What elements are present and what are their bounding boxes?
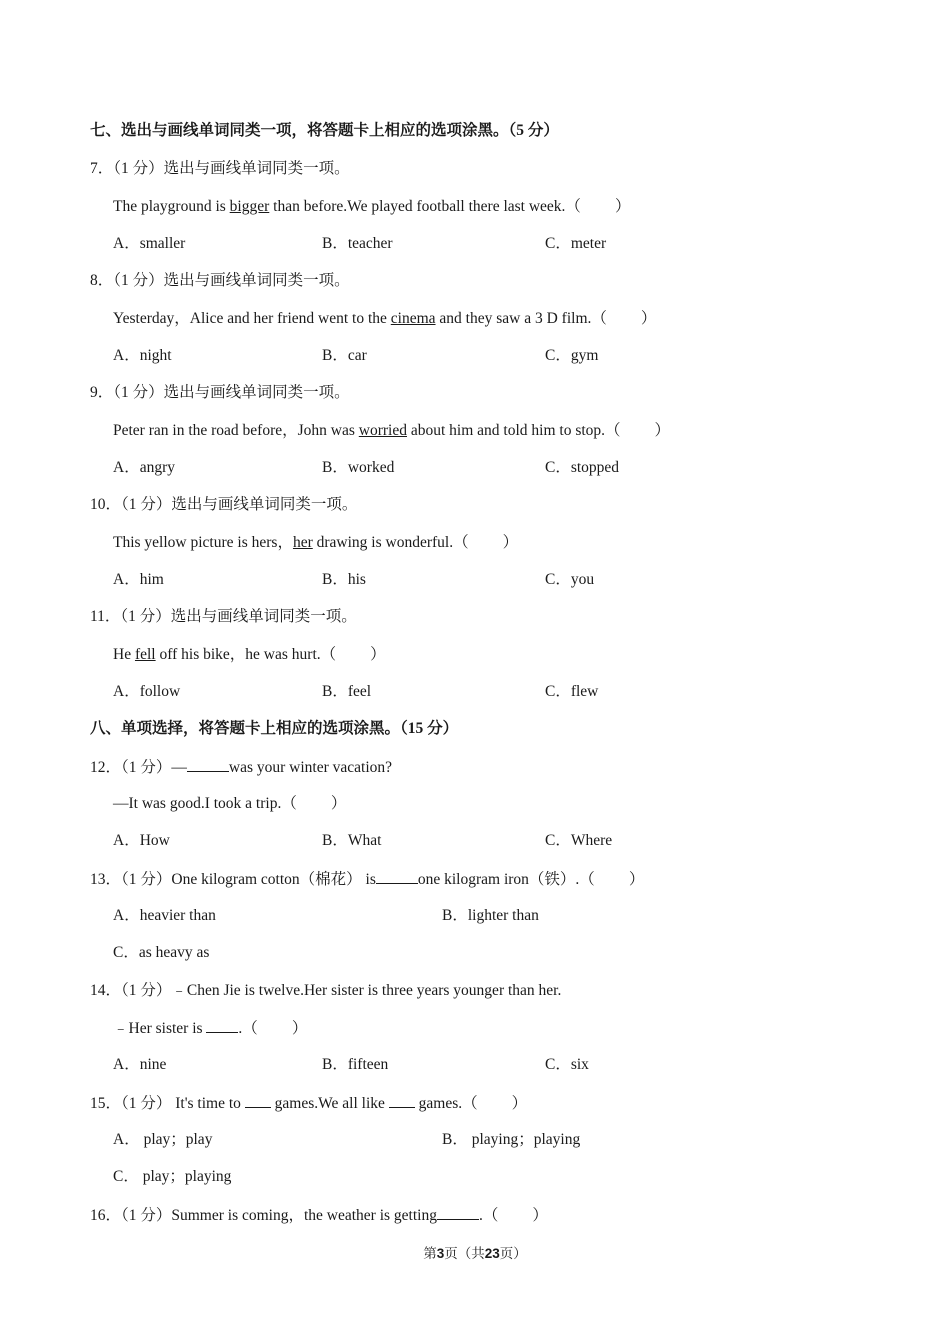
fill-blank [389, 1093, 415, 1108]
question-7-header: 7．（1 分）选出与画线单词同类一项。 [90, 160, 350, 177]
question-14-header: 14．（1 分）﹣Chen Jie is twelve.Her sister is three years younger than her. [90, 982, 562, 999]
section-8-title: 八、单项选择，将答题卡上相应的选项涂黑。（15 分） [90, 720, 459, 737]
option-b: B．lighter than [442, 907, 539, 924]
underlined-word: fell [134, 646, 156, 663]
option-c: C．you [545, 571, 595, 588]
option-b: B．feel [322, 683, 372, 700]
footer-text: 页） [499, 1246, 527, 1261]
question-12-answer-line [113, 794, 346, 814]
stem-text: Peter ran in the road before，John was [113, 422, 359, 439]
option-c: C． play；playing [113, 1168, 232, 1185]
question-7-stem [113, 197, 630, 217]
question-text: 15．（1 分） It's time to [90, 1095, 245, 1112]
stem-text: than before.We played football there last week.（ [269, 198, 581, 215]
option-b: B．his [322, 571, 366, 588]
paren-close: ） [291, 1020, 308, 1037]
footer-text: 页（共 [444, 1246, 485, 1261]
stem-text: off his bike，he was hurt.（ [155, 646, 337, 663]
question-text: .（ [478, 1207, 499, 1224]
question-14-answer-line [113, 1018, 307, 1039]
question-text: one kilogram iron（铁）.（ [417, 871, 595, 888]
option-b: B．fifteen [322, 1056, 389, 1073]
question-12-header [90, 757, 392, 778]
question-text: 12．（1 分）— [90, 759, 187, 776]
footer-text: 第 [423, 1246, 437, 1261]
option-c: C．Where [545, 832, 613, 849]
option-a: A．nine [113, 1056, 167, 1073]
option-c: C．six [545, 1056, 589, 1073]
fill-blank [206, 1018, 238, 1033]
question-text: games.We all like [270, 1095, 389, 1112]
question-16-header [90, 1205, 548, 1226]
option-b: B．worked [322, 459, 395, 476]
paren-close: ） [370, 646, 386, 663]
stem-text: ﹣Her sister is [113, 1020, 207, 1037]
option-b: B．teacher [322, 235, 393, 252]
paren-close: ） [654, 422, 671, 439]
option-a: A． play；play [113, 1131, 213, 1148]
option-b: B．car [322, 347, 367, 364]
stem-text: He [113, 646, 135, 663]
fill-blank [376, 869, 418, 884]
stem-text: about him and told him to stop.（ [406, 422, 621, 439]
option-a: A．angry [113, 459, 175, 476]
underlined-word: her [292, 534, 313, 551]
page-number: 3 [436, 1246, 445, 1261]
question-text: 13．（1 分）One kilogram cotton（棉花） is [90, 871, 376, 888]
stem-text: This yellow picture is hers， [113, 534, 293, 551]
underlined-word: cinema [390, 310, 436, 327]
option-c: C．as heavy as [113, 944, 210, 961]
question-10-header: 10．（1 分）选出与画线单词同类一项。 [90, 496, 358, 513]
question-9-stem [113, 421, 670, 441]
question-10-stem [113, 533, 518, 553]
total-pages: 23 [484, 1246, 500, 1261]
option-b: B． playing；playing [442, 1131, 581, 1148]
option-a: A．smaller [113, 235, 186, 252]
option-a: A．night [113, 347, 172, 364]
paren-close: ） [502, 534, 519, 551]
paren-close: ） [640, 310, 657, 327]
question-text: games.（ [414, 1095, 478, 1112]
question-11-stem [113, 645, 386, 665]
page-footer [0, 1244, 950, 1264]
question-9-header: 9．（1 分）选出与画线单词同类一项。 [90, 384, 350, 401]
question-8-stem [113, 309, 656, 329]
fill-blank [437, 1205, 479, 1220]
stem-text: and they saw a 3 D film.（ [435, 310, 607, 327]
option-c: C．gym [545, 347, 599, 364]
question-11-header: 11．（1 分）选出与画线单词同类一项。 [90, 608, 357, 625]
stem-text: The playground is [113, 198, 230, 215]
option-a: A．How [113, 832, 170, 849]
question-15-header [90, 1093, 527, 1114]
stem-text: Yesterday，Alice and her friend went to the [113, 310, 391, 327]
stem-text: .（ [238, 1020, 258, 1037]
underlined-word: worried [358, 422, 407, 439]
paren-close: ） [614, 198, 631, 215]
fill-blank [187, 757, 229, 772]
option-c: C．flew [545, 683, 599, 700]
question-text: was your winter vacation? [228, 759, 393, 776]
section-7-title: 七、选出与画线单词同类一项，将答题卡上相应的选项涂黑。（5 分） [90, 122, 559, 139]
paren-close: ） [532, 1207, 548, 1224]
question-8-header: 8．（1 分）选出与画线单词同类一项。 [90, 272, 350, 289]
paren-close: ） [330, 795, 347, 812]
fill-blank [245, 1093, 271, 1108]
option-a: A．heavier than [113, 907, 216, 924]
option-b: B．What [322, 832, 382, 849]
question-text: 16．（1 分）Summer is coming，the weather is getting [90, 1207, 437, 1224]
question-13-header [90, 869, 644, 890]
option-a: A．him [113, 571, 164, 588]
stem-text: drawing is wonderful.（ [312, 534, 469, 551]
stem-text: —It was good.I took a trip.（ [113, 795, 297, 812]
underlined-word: bigger [229, 198, 270, 215]
option-c: C．stopped [545, 459, 620, 476]
option-a: A．follow [113, 683, 181, 700]
option-c: C．meter [545, 235, 607, 252]
paren-close: ） [628, 871, 645, 888]
paren-close: ） [511, 1095, 528, 1112]
